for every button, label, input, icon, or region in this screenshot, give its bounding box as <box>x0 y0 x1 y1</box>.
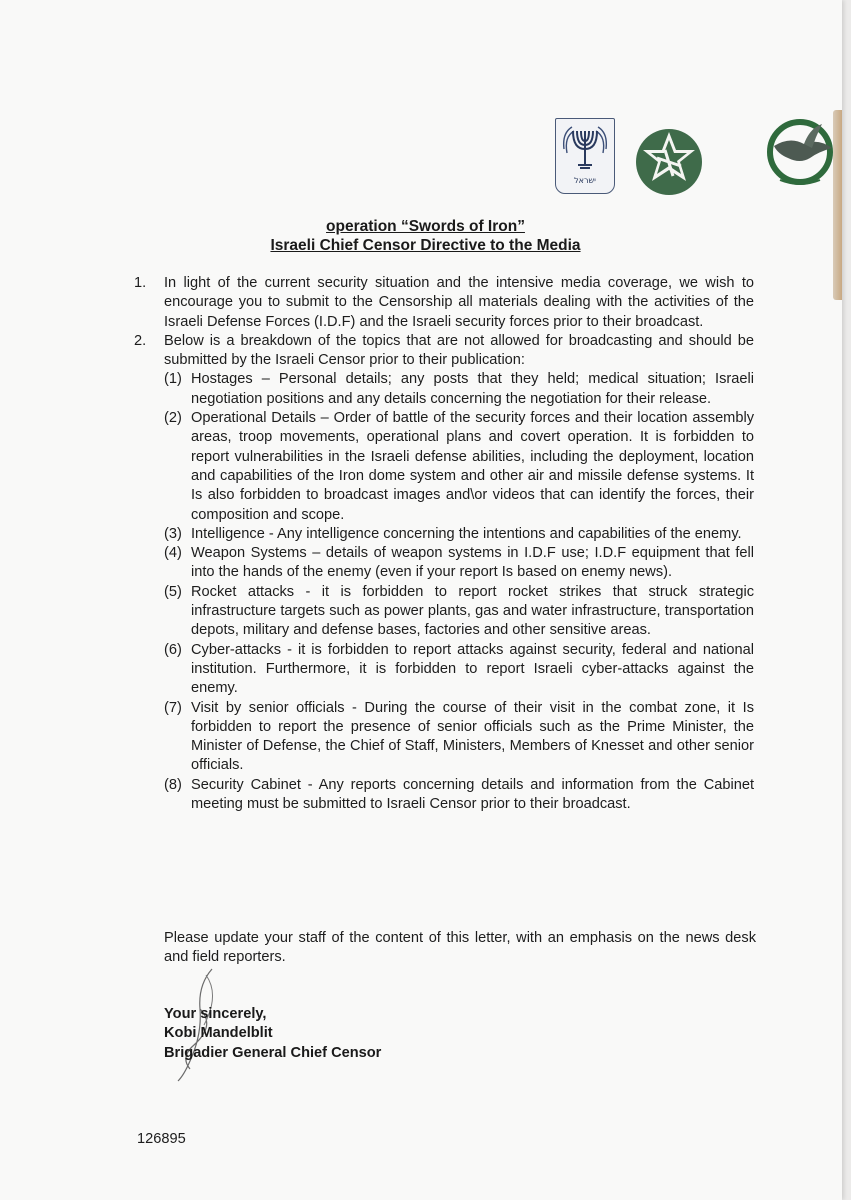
title-directive: Israeli Chief Censor Directive to the Media <box>270 237 581 254</box>
idf-star-icon <box>635 128 703 196</box>
topic-text: Security Cabinet - Any reports concerning details and information from the Cabinet meeting must be submitted to Israeli Censor prior to their broadcast. <box>191 776 754 813</box>
header-logos <box>0 118 842 198</box>
item-number: 1. <box>134 275 147 291</box>
topic-item <box>164 583 754 641</box>
closing-paragraph: Please update your staff of the content of this letter, with an emphasis on the news desk and field reporters. <box>164 930 756 966</box>
document-title <box>0 217 851 255</box>
topic-item <box>164 699 754 776</box>
topic-number: (8) <box>164 776 182 793</box>
numbered-item <box>134 274 754 332</box>
title-operation: operation “Swords of Iron” <box>326 218 525 235</box>
topic-number: (5) <box>164 583 182 600</box>
topic-text: Hostages – Personal details; any posts that they held; medical situation; Israeli negotiation positions and any details concerning the negotiation for their release. <box>191 371 754 407</box>
topic-text: Operational Details – Order of battle of the security forces and their location assembly areas, troop movements, operational plans and covert operation. It is forbidden to report vulnerabilities in the Israeli defense abilities, including the deployment, location and capabilities of the Iron dome system and other air and missile defense systems. It Is also forbidden to broadcast images and\or videos that can identify the forces, their composition and scope. <box>191 410 754 523</box>
topic-number: (1) <box>164 371 182 388</box>
item-text: Below is a breakdown of the topics that are not allowed for broadcasting and should be submitted by the Israeli Censor prior to their publication: <box>164 332 754 369</box>
topic-number: (6) <box>164 641 182 658</box>
topic-item <box>164 370 754 409</box>
topic-item <box>164 525 754 544</box>
topic-text: Cyber-attacks - it is forbidden to report attacks against security, federal and national institution. Furthermore, it is forbidden to report Israeli cyber-attacks against the enemy. <box>191 641 754 697</box>
signer-name: Kobi Mandelblit <box>164 1025 273 1042</box>
topic-text: Rocket attacks - it is forbidden to report rocket strikes that struck strategic infrastructure targets such as power plants, gas and water infrastructure, transportation depots, military and defense bases, factories and other sensitive areas. <box>191 583 754 639</box>
salutation: Your sincerely, <box>164 1006 267 1022</box>
topic-item <box>164 641 754 699</box>
menorah-emblem-icon <box>555 118 615 194</box>
topic-number: (7) <box>164 699 182 716</box>
signature-block <box>164 1005 381 1063</box>
emblem-text: ישראל <box>574 176 596 185</box>
signer-role: Brigadier General Chief Censor <box>164 1044 382 1061</box>
topic-number: (4) <box>164 545 182 562</box>
numbered-item <box>134 332 754 371</box>
topic-item <box>164 409 754 525</box>
item-text: In light of the current security situation and the intensive media coverage, we wish to encourage you to submit to the Censorship all materials dealing with the activities of the Israeli Defense Forces (I.D.F) and the Israeli security forces prior to their broadcast. <box>164 275 754 330</box>
topic-text: Intelligence - Any intelligence concerning the intentions and capabilities of the enemy. <box>191 525 742 542</box>
directive-body <box>134 274 754 814</box>
item-number: 2. <box>134 332 147 349</box>
topic-number: (2) <box>164 410 182 427</box>
topic-number: (3) <box>164 525 182 542</box>
topic-item <box>164 544 754 583</box>
document-number: 126895 <box>137 1131 186 1147</box>
topic-text: Visit by senior officials - During the course of their visit in the combat zone, it Is forbidden to report the presence of senior officials such as the Prime Minister, the Minister of Defense, the Chief of Staff, Ministers, Members of Knesset and other senior officials. <box>191 699 754 774</box>
topic-item <box>164 776 754 815</box>
topic-text: Weapon Systems – details of weapon systems in I.D.F use; I.D.F equipment that fell into the hands of the enemy (even if your report Is based on enemy news). <box>191 545 754 581</box>
dove-censor-icon <box>760 118 840 190</box>
